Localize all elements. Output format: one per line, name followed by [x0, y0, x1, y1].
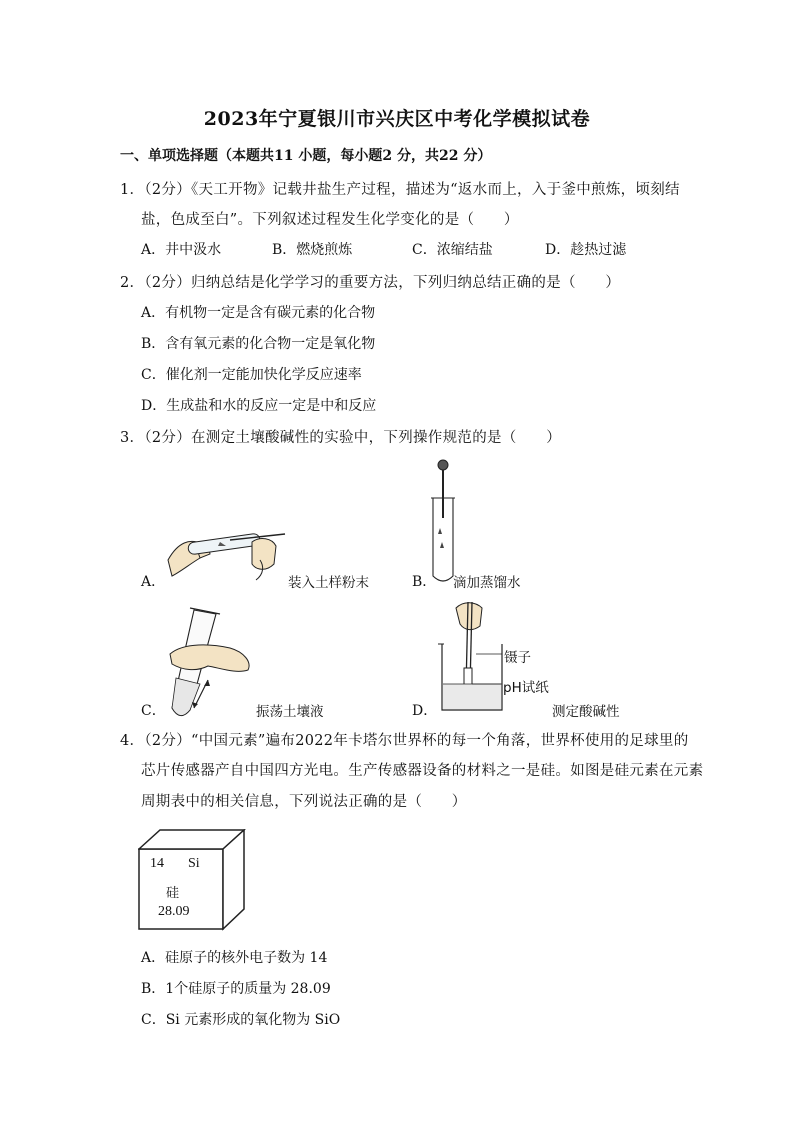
q4-option-b: B．1个硅原子的质量为 28.09	[141, 981, 331, 997]
q3-option-d-letter: D．	[412, 703, 438, 719]
q1-option-d: D．趁热过滤	[545, 242, 627, 258]
question-4-line-2: 芯片传感器产自中国四方光电。生产传感器设备的材料之一是硅。如图是硅元素在元素	[141, 763, 704, 779]
figure-b-dropper-test-tube	[428, 458, 458, 584]
section-heading: 一、单项选择题（本题共11 小题，每小题2 分，共22 分）	[120, 148, 492, 164]
q3-option-a-letter: A．	[141, 574, 166, 590]
q1-option-b: B．燃烧煎炼	[272, 242, 353, 258]
question-1-line-2: 盐，色成至白”。下列叙述过程发生化学变化的是（ ）	[141, 212, 519, 228]
atomic-number: 14	[150, 856, 164, 871]
figure-c-shaking-tube	[160, 604, 260, 720]
element-symbol: Si	[188, 856, 200, 871]
page-title: 2023年宁夏银川市兴庆区中考化学模拟试卷	[203, 108, 591, 130]
atomic-mass: 28.09	[158, 904, 190, 919]
q2-option-a: A．有机物一定是含有碳元素的化合物	[141, 305, 376, 321]
question-1-line-1: 1．（2分）《天工开物》记载井盐生产过程，描述为“返水而上，入于釜中煎炼，顷刻结	[120, 182, 680, 198]
figure-d-ph-paper-beaker	[436, 598, 508, 716]
q1-option-a: A．井中汲水	[141, 242, 222, 258]
q4-option-c: C．Si 元素形成的氧化物为 SiO	[141, 1012, 341, 1028]
q3-option-c-caption: 振荡土壤液	[256, 704, 324, 720]
periodic-table-cell	[138, 829, 246, 931]
q3-option-a-caption: 装入土样粉末	[288, 575, 369, 591]
q3-option-b-letter: B．	[412, 574, 437, 590]
q2-option-d: D．生成盐和水的反应一定是中和反应	[141, 398, 377, 414]
question-3-stem: 3．（2分）在测定土壤酸碱性的实验中，下列操作规范的是（ ）	[120, 430, 561, 446]
q4-option-a: A．硅原子的核外电子数为 14	[141, 950, 328, 966]
q3-option-c-letter: C．	[141, 703, 166, 719]
q2-option-c: C．催化剂一定能加快化学反应速率	[141, 367, 362, 383]
q2-option-b: B．含有氧元素的化合物一定是氧化物	[141, 336, 376, 352]
question-4-line-1: 4．（2分）“中国元素”遍布2022年卡塔尔世界杯的每一个角落，世界杯使用的足球里的	[120, 733, 689, 749]
element-name: 硅	[166, 886, 180, 901]
q3-option-d-caption: 测定酸碱性	[552, 704, 620, 720]
label-ph-paper: pH试纸	[503, 680, 549, 696]
q3-option-b-caption: 滴加蒸馏水	[453, 575, 521, 591]
figure-a-test-tube-powder	[160, 520, 290, 582]
question-2-stem: 2．（2分）归纳总结是化学学习的重要方法，下列归纳总结正确的是（ ）	[120, 275, 621, 291]
label-tweezers: 镊子	[504, 650, 531, 666]
q1-option-c: C．浓缩结盐	[412, 242, 493, 258]
question-4-line-3: 周期表中的相关信息，下列说法正确的是（ ）	[141, 794, 467, 810]
